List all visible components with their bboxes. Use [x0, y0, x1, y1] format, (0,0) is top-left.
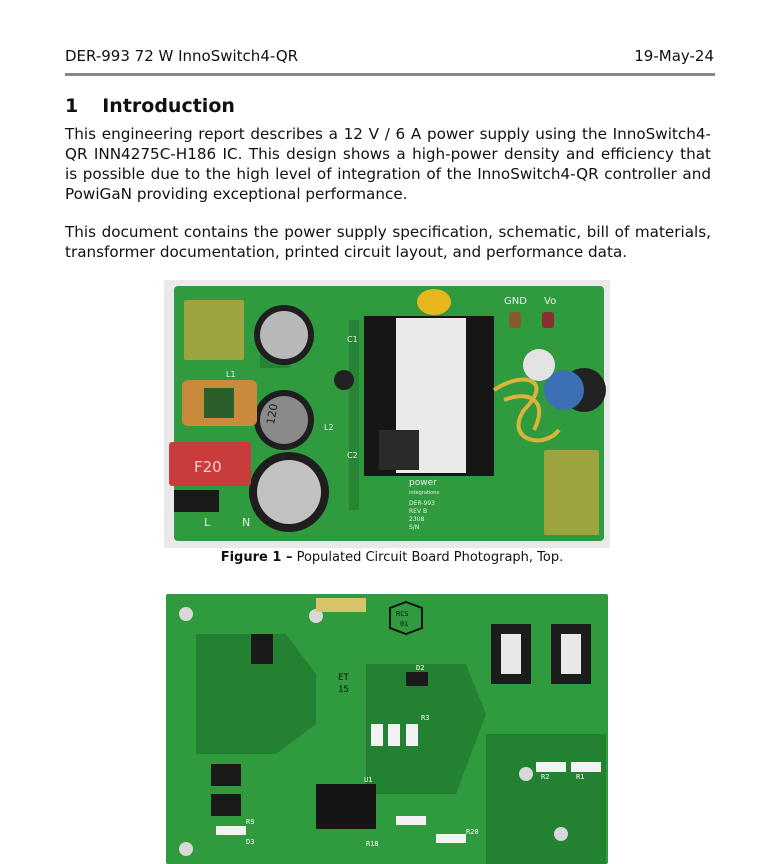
figure-1-caption — [0, 550, 784, 565]
r1-label: R1 — [576, 773, 585, 781]
gnd-label: GND — [504, 296, 527, 307]
board-top-photo — [164, 280, 610, 548]
logo-line1: power — [409, 478, 437, 488]
rcs-number: 01 — [400, 620, 409, 628]
figure-1-label: Figure 1 – — [220, 550, 293, 565]
capacitor-marking: 120 — [264, 402, 281, 426]
board-bottom-photo — [166, 594, 608, 864]
fuse-label: F20 — [194, 458, 222, 476]
u1-label: U1 — [364, 776, 373, 784]
logo-line2: integrations — [409, 490, 440, 496]
board-id: DER-993 — [409, 500, 435, 507]
r20-label: R20 — [466, 828, 479, 836]
et-number: 15 — [338, 685, 349, 695]
section-heading — [65, 95, 235, 117]
l1-label: L1 — [226, 370, 236, 379]
r9-label: R9 — [246, 818, 255, 826]
et-mark: ET — [338, 673, 349, 683]
line-label: L — [204, 516, 211, 529]
header-rule — [65, 73, 715, 76]
vo-label: Vo — [544, 296, 557, 307]
l2-label: L2 — [324, 423, 334, 432]
figure-1-caption-text: Populated Circuit Board Photograph, Top. — [292, 550, 564, 565]
c1-label: C1 — [347, 335, 358, 344]
d2-label: D2 — [416, 664, 425, 672]
board-date-code: 2308 — [409, 516, 425, 523]
section-title: Introduction — [102, 95, 235, 117]
r3-label: R3 — [421, 714, 430, 722]
page-header — [65, 47, 714, 65]
c2-label: C2 — [347, 451, 358, 460]
r2-label: R2 — [541, 773, 550, 781]
contents-paragraph: This document contains the power supply specification, schematic, bill of materials, transformer documentation, printed circuit layout, and performance data. — [65, 223, 711, 261]
r18-label: R18 — [366, 840, 379, 848]
board-rev: REV B — [409, 508, 428, 515]
d3-label: D3 — [246, 838, 255, 846]
rcs-mark: RCS — [396, 610, 409, 618]
document-date: 19-May-24 — [634, 47, 714, 65]
document-title: DER-993 72 W InnoSwitch4-QR — [65, 47, 299, 65]
intro-paragraph: This engineering report describes a 12 V / 6 A power supply using the InnoSwitch4-QR INN4275C-H186 IC. This design shows a high-power density and efficiency that is possible due to the high level of integration of the InnoSwitch4-QR controller and PowiGaN providing exceptional performance. — [65, 125, 711, 203]
section-number: 1 — [65, 95, 79, 117]
board-sn: S/N — [409, 524, 420, 531]
neutral-label: N — [242, 516, 251, 529]
